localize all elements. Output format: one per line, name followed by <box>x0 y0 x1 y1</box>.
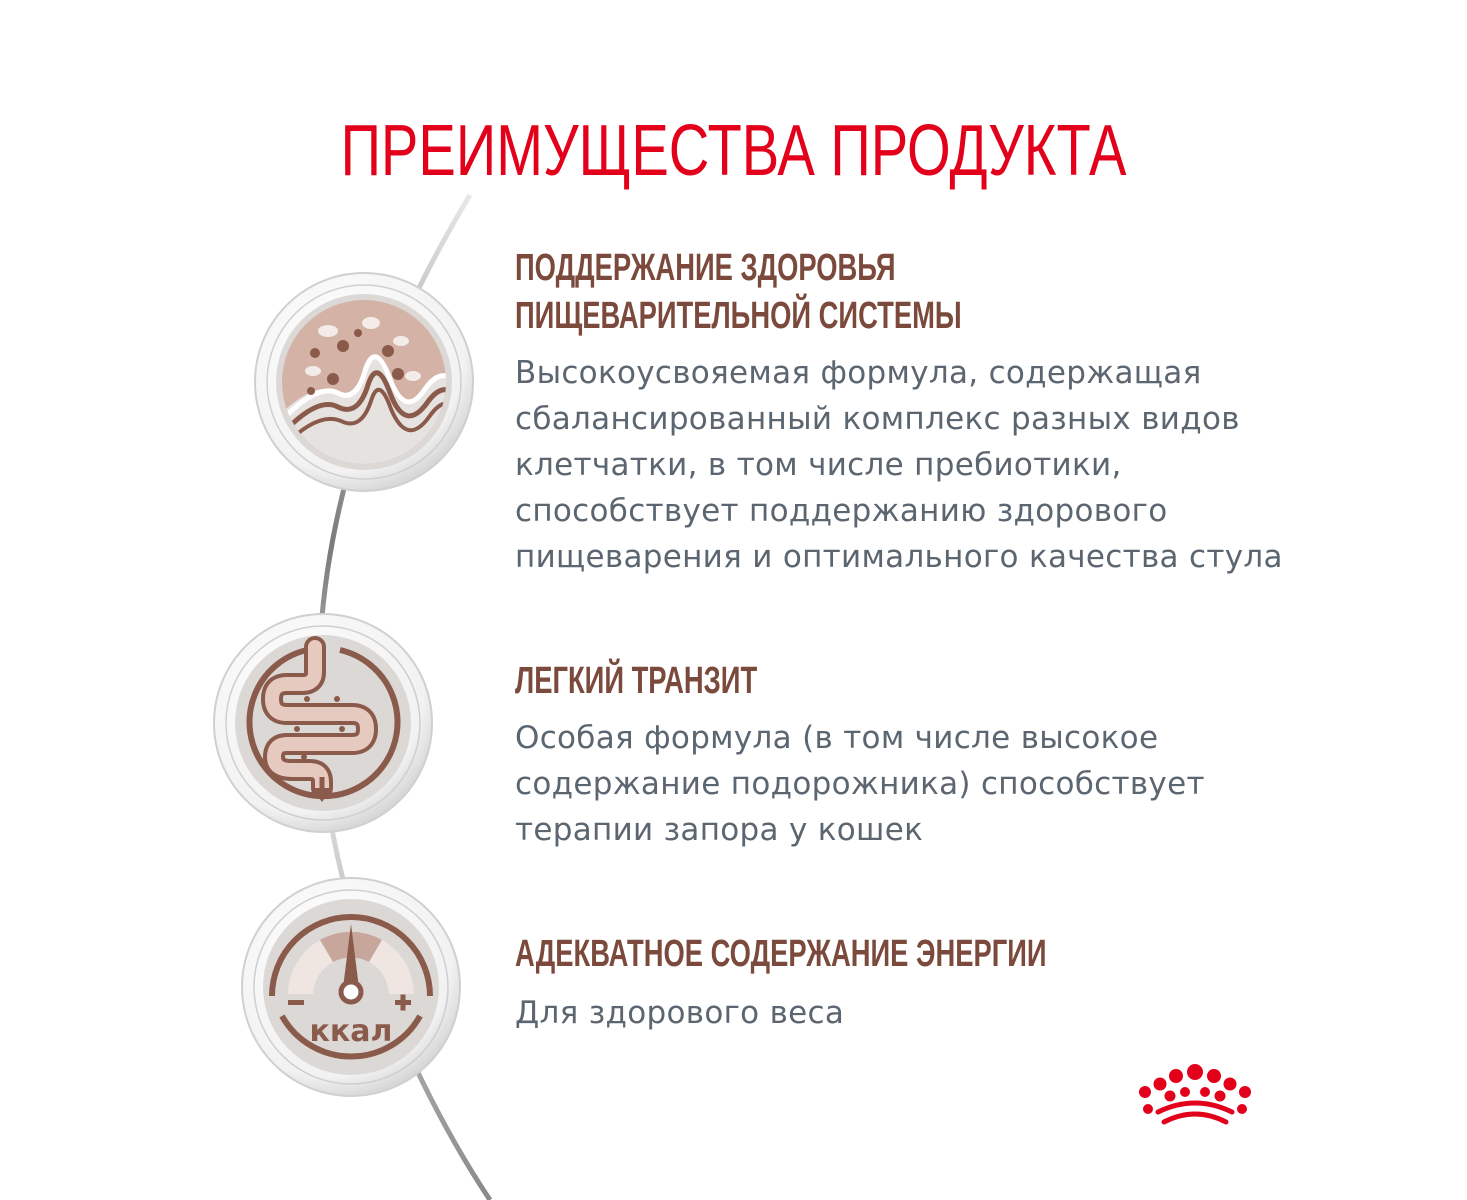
feature-text: Высокоусвояемая формула, содержащая сбалансированный комплекс разных видов клетчатки, в том числе пребиотики, способствует поддержанию здорового пищеварения и оптимального качества стула <box>515 355 1283 575</box>
feature-title: ПОДДЕРЖАНИЕ ЗДОРОВЬЯ ПИЩЕВАРИТЕЛЬНОЙ СИСТЕМЫ <box>515 247 962 337</box>
transit-medal <box>212 612 434 834</box>
digestion-icon <box>253 271 475 493</box>
feature-digestion <box>515 244 1295 580</box>
feature-energy <box>515 930 1295 1036</box>
feature-text: Особая формула (в том числе высокое содержание подорожника) способствует терапии запора у кошек <box>515 720 1205 848</box>
kcal-label: ккал <box>309 1014 393 1049</box>
intestine-transit-icon <box>212 612 434 834</box>
digestion-medal <box>253 271 475 493</box>
feature-text: Для здорового веса <box>515 995 845 1031</box>
royal-canin-crown-icon <box>1130 1062 1260 1132</box>
feature-transit <box>515 657 1295 853</box>
calorie-gauge-icon <box>240 876 462 1098</box>
energy-medal <box>240 876 462 1098</box>
page-title: ПРЕИМУЩЕСТВА ПРОДУКТА <box>340 111 1127 192</box>
feature-title: АДЕКВАТНОЕ СОДЕРЖАНИЕ ЭНЕРГИИ <box>515 933 1047 975</box>
feature-title: ЛЕГКИЙ ТРАНЗИТ <box>515 660 758 702</box>
